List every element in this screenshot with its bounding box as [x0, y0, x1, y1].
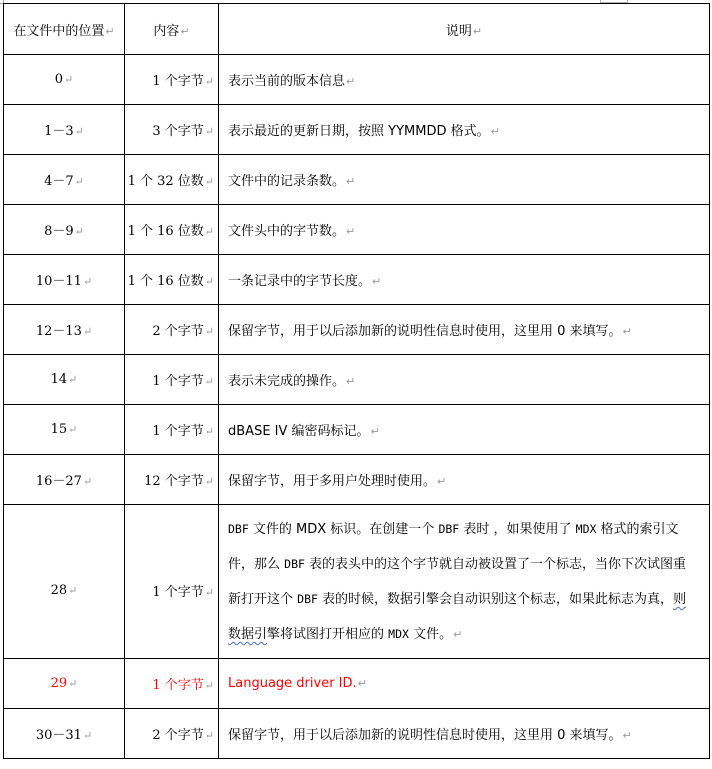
cell-content: 12 个字节↵	[125, 455, 219, 505]
cell-position: 16－27↵	[4, 455, 125, 505]
table-header-row	[4, 4, 710, 55]
paragraph-mark-icon: ↵	[64, 73, 74, 86]
cell-position: 10－11↵	[4, 255, 125, 305]
cell-position: 1－3↵	[4, 105, 125, 155]
paragraph-mark-icon: ↵	[68, 583, 78, 597]
cell-content: 1 个字节↵	[125, 405, 219, 455]
paragraph-mark-icon: ↵	[622, 729, 632, 742]
cell-position: 14↵	[4, 355, 125, 405]
table-row	[4, 405, 710, 455]
cell-position: 4－7↵	[4, 155, 125, 205]
table-row	[4, 105, 710, 155]
cell-content: 2 个字节↵	[125, 709, 219, 759]
cell-position: 15↵	[4, 405, 125, 455]
paragraph-mark-icon: ↵	[82, 275, 93, 288]
dbf-header-spec-table	[3, 3, 710, 759]
table-row	[4, 455, 710, 505]
paragraph-mark-icon: ↵	[204, 75, 214, 88]
cell-content: 1 个字节↵	[125, 355, 219, 405]
table-row	[4, 355, 710, 405]
header-position: 在文件中的位置↵	[4, 4, 125, 55]
cell-content: 1 个 16 位数↵	[125, 255, 219, 305]
cell-position: 8－9↵	[4, 205, 125, 255]
paragraph-mark-icon: ↵	[74, 175, 84, 188]
cell-position: 29↵	[4, 659, 125, 709]
cell-content: 1 个字节↵	[125, 55, 219, 105]
cell-description: DBF 文件的 MDX 标识。在创建一个 DBF 表时 ，如果使用了 MDX 格式的索引文件，那么 DBF 表的表头中的这个字节就自动被设置了一个标志，当你下次试图重新打开这个 DBF 表的时候，数据引擎会自动识别这个标志，如果此标志为真，则数据引擎将试图打开相应的 MDX 文件。↵	[219, 505, 710, 659]
paragraph-mark-icon: ↵	[472, 24, 483, 38]
cell-position: 30－31↵	[4, 709, 125, 759]
header-content: 内容↵	[125, 4, 219, 55]
paragraph-mark-icon: ↵	[372, 275, 382, 288]
table-row	[4, 709, 710, 759]
cell-content: 3 个字节↵	[125, 105, 219, 155]
cell-description: 表示未完成的操作。↵	[219, 355, 710, 405]
cell-description: 一条记录中的字节长度。↵	[219, 255, 710, 305]
paragraph-mark-icon: ↵	[68, 677, 78, 690]
paragraph-mark-icon: ↵	[346, 375, 356, 388]
table-row	[4, 305, 710, 355]
paragraph-mark-icon: ↵	[82, 475, 93, 488]
header-description: 说明↵	[219, 4, 710, 55]
paragraph-mark-icon: ↵	[74, 225, 84, 238]
paragraph-mark-icon: ↵	[490, 125, 500, 138]
cell-content: 2 个字节↵	[125, 305, 219, 355]
table-row	[4, 255, 710, 305]
cell-description: 表示当前的版本信息↵	[219, 55, 710, 105]
cell-description: 保留字节，用于多用户处理时使用。↵	[219, 455, 710, 505]
paragraph-mark-icon: ↵	[204, 275, 214, 288]
cell-content: 1 个字节↵	[125, 659, 219, 709]
paragraph-mark-icon: ↵	[357, 677, 367, 690]
cell-description: 文件中的记录条数。↵	[219, 155, 710, 205]
cell-description: dBASE IV 编密码标记。↵	[219, 405, 710, 455]
table-row	[4, 55, 710, 105]
cell-description: 保留字节，用于以后添加新的说明性信息时使用，这里用 0 来填写。↵	[219, 305, 710, 355]
paragraph-mark-icon: ↵	[68, 423, 78, 436]
paragraph-mark-icon: ↵	[204, 175, 214, 188]
cell-content: 1 个 32 位数↵	[125, 155, 219, 205]
cell-description: 保留字节，用于以后添加新的说明性信息时使用，这里用 0 来填写。↵	[219, 709, 710, 759]
cell-content: 1 个 16 位数↵	[125, 205, 219, 255]
paragraph-mark-icon: ↵	[204, 125, 214, 138]
cell-content: 1 个字节↵	[125, 505, 219, 659]
paragraph-mark-icon: ↵	[204, 729, 214, 742]
paragraph-mark-icon: ↵	[204, 325, 214, 338]
spellcheck-underline: 则数据引	[228, 592, 687, 642]
table-row-highlighted	[4, 659, 710, 709]
paragraph-mark-icon: ↵	[204, 225, 214, 238]
paragraph-mark-icon: ↵	[105, 24, 115, 38]
paragraph-mark-icon: ↵	[204, 375, 214, 388]
cell-description: 文件头中的字节数。↵	[219, 205, 710, 255]
table-row	[4, 205, 710, 255]
cell-description: Language driver ID.↵	[219, 659, 710, 709]
paragraph-mark-icon: ↵	[82, 729, 93, 742]
paragraph-mark-icon: ↵	[82, 325, 93, 338]
paragraph-mark-icon: ↵	[346, 175, 356, 188]
table-row	[4, 505, 710, 659]
paragraph-mark-icon: ↵	[68, 373, 78, 386]
paragraph-mark-icon: ↵	[180, 24, 190, 38]
paragraph-mark-icon: ↵	[622, 325, 632, 338]
table-row	[4, 155, 710, 205]
paragraph-mark-icon: ↵	[204, 475, 214, 488]
paragraph-mark-icon: ↵	[437, 475, 447, 488]
paragraph-mark-icon: ↵	[370, 425, 380, 438]
cell-position: 0↵	[4, 55, 125, 105]
paragraph-mark-icon: ↵	[346, 75, 356, 88]
cell-position: 28↵	[4, 505, 125, 659]
cell-position: 12－13↵	[4, 305, 125, 355]
paragraph-mark-icon: ↵	[204, 679, 214, 692]
paragraph-mark-icon: ↵	[204, 425, 214, 438]
paragraph-mark-icon: ↵	[204, 585, 214, 599]
paragraph-mark-icon: ↵	[453, 628, 463, 641]
paragraph-mark-icon: ↵	[346, 225, 356, 238]
paragraph-mark-icon: ↵	[74, 125, 84, 138]
cell-description: 表示最近的更新日期，按照 YYMMDD 格式。↵	[219, 105, 710, 155]
